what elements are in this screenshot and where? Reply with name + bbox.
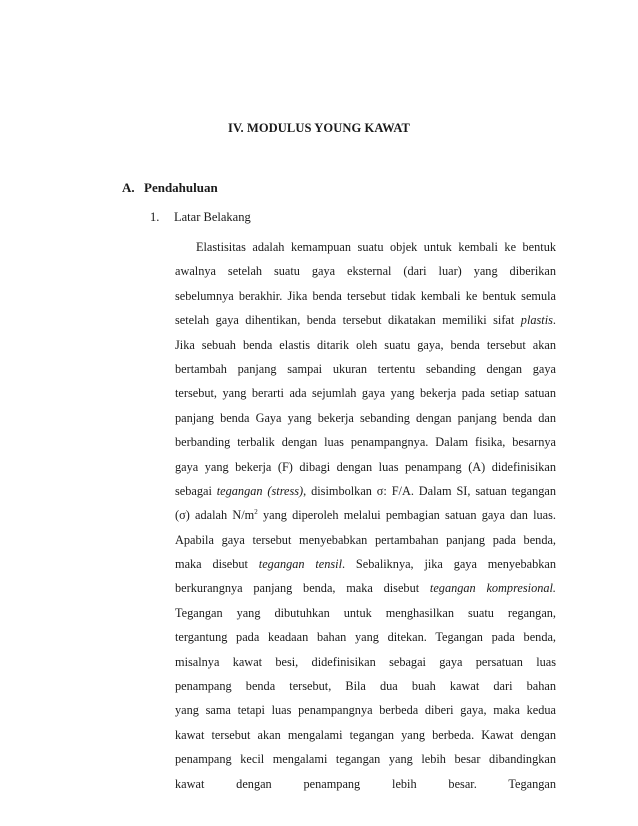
subsection-number: 1. (150, 210, 160, 224)
line-text: berkurangnya panjang benda, maka disebut (175, 581, 420, 596)
line-text: sebagai (175, 483, 212, 498)
section-title: Pendahuluan (144, 180, 218, 195)
paragraph-line: misalnya kawat besi, didefinisikan sebagai gaya persatuan luas (175, 654, 556, 669)
italic-term-tegangan-tensil: tegangan tensil (258, 557, 343, 572)
chapter-title: IV. MODULUS YOUNG KAWAT (228, 121, 410, 135)
paragraph-line: Tegangan yang dibutuhkan untuk menghasilkan suatu regangan, (175, 605, 556, 620)
superscript-2: 2 (254, 508, 258, 517)
section-number: A. (122, 180, 135, 195)
body-paragraph (175, 235, 556, 796)
paragraph-line (175, 503, 556, 527)
paragraph-line (175, 576, 556, 600)
paragraph-line: tergantung pada keadaan bahan yang ditekan. Tegangan pada benda, (175, 630, 556, 645)
period: . (552, 313, 556, 328)
section-heading (122, 180, 218, 196)
paragraph-line: bertambah panjang sampai ukuran tertentu sebanding dengan gaya (175, 361, 556, 376)
paragraph-line: tersebut, yang berarti ada sejumlah gaya yang bekerja pada setiap satuan (175, 386, 556, 401)
paragraph-line (175, 479, 556, 503)
line-text: maka disebut (175, 557, 248, 572)
paragraph-line: sebelumnya berakhir. Jika benda tersebut tidak kembali ke bentuk semula (175, 288, 556, 303)
paragraph-line: Elastisitas adalah kemampuan suatu objek untuk kembali ke bentuk (196, 240, 556, 254)
subsection-heading (150, 210, 251, 225)
line-text: setelah gaya dihentikan, benda tersebut dikatakan memiliki sifat (175, 313, 515, 328)
italic-term-tegangan-kompresional: tegangan kompresional. (429, 581, 557, 596)
paragraph-line: berbanding terbalik dengan luas penampangnya. Dalam fisika, besarnya (175, 435, 556, 450)
subsection-title: Latar Belakang (174, 210, 251, 224)
paragraph-line: penampang benda tersebut, Bila dua buah kawat dari bahan (175, 679, 556, 694)
line-text: yang diperoleh melalui pembagian satuan gaya dan luas. (257, 508, 556, 523)
line-text: , disimbolkan σ: F/A. Dalam SI, satuan tegangan (303, 483, 557, 498)
italic-term-tegangan-stress: tegangan (stress) (216, 483, 304, 498)
paragraph-line: awalnya setelah suatu gaya eksternal (dari luar) yang diberikan (175, 264, 556, 279)
line-text: (σ) adalah N/m (175, 508, 255, 523)
paragraph-line: yang sama tetapi luas penampangnya berbeda diberi gaya, maka kedua (175, 703, 556, 718)
paragraph-line: penampang kecil mengalami tegangan yang lebih besar dibandingkan (175, 752, 556, 767)
paragraph-line: Jika sebuah benda elastis ditarik oleh suatu gaya, benda tersebut akan (175, 337, 556, 352)
paragraph-line: kawat tersebut akan mengalami tegangan yang berbeda. Kawat dengan (175, 727, 556, 742)
paragraph-line: kawat dengan penampang lebih besar. Tegangan (175, 776, 556, 791)
paragraph-line: gaya yang bekerja (F) dibagi dengan luas penampang (A) didefinisikan (175, 459, 556, 474)
paragraph-line (175, 552, 556, 576)
paragraph-line (175, 308, 556, 332)
paragraph-line: panjang benda Gaya yang bekerja sebanding dengan panjang benda dan (175, 410, 556, 425)
paragraph-line: Apabila gaya tersebut menyebabkan pertambahan panjang pada benda, (175, 532, 556, 547)
italic-term-plastis: plastis (520, 313, 553, 328)
line-text: . Sebaliknya, jika gaya menyebabkan (342, 557, 557, 572)
